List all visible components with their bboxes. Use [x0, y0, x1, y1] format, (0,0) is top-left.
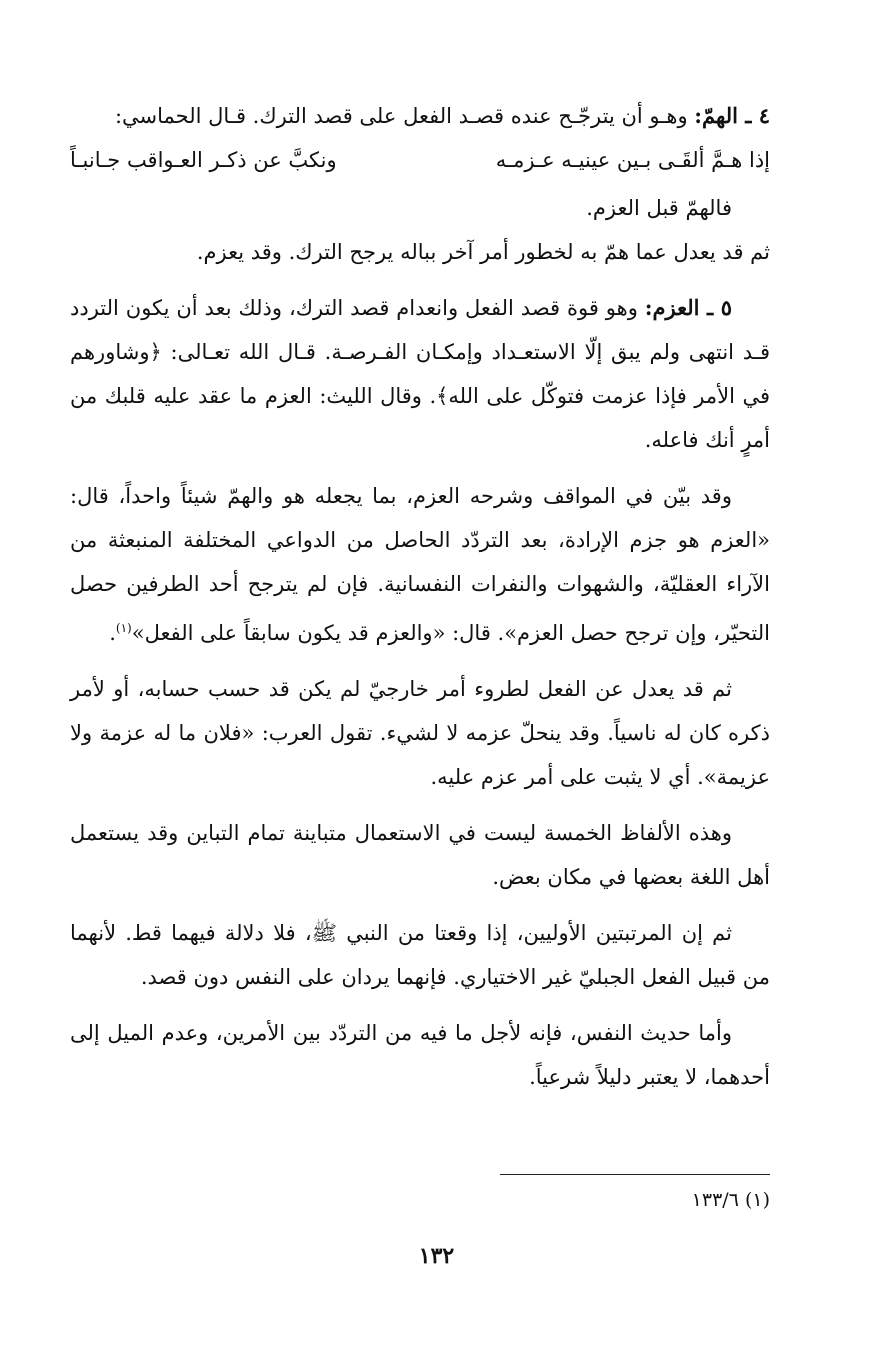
paragraph-hadith: وأما حديث النفس، فإنه لأجل ما فيه من التردّد بين الأمرين، وعدم الميل إلى أحدهما، لا يعتبر دليلاً شرعياً. — [70, 1021, 770, 1089]
paragraph-martabatayn: ثم إن المرتبتين الأوليين، إذا وقعتا من النبي ﷺ، فلا دلالة فيهما قط. لأنهما من قبيل الفعل الجبليّ غير الاختياري. فإنهما يردان على النفس دون قصد. — [70, 921, 770, 989]
verse-first-hemistich: إذا هـمَّ ألقَـى بـين عينيـه عـزمـه — [495, 148, 770, 172]
page-body — [70, 94, 770, 1111]
hamm-definition: وهـو أن يترجّـح عنده قصـد الفعل على قصد الترك. قـال الحماسي: — [114, 104, 688, 128]
paragraph-hamm — [70, 94, 770, 138]
paragraph-hamm-after2: ثم قد يعدل عما همّ به لخطور أمر آخر بباله يرجح الترك. وقد يعزم. — [196, 240, 770, 264]
azm-definition: وهو قوة قصد الفعل وانعدام قصد الترك، وذلك بعد أن يكون التردد قـد انتهى ولم يبق إلّا الاستعـداد وإمكـان الفـرصـة. قـال الله تعـالى: ﴿وشاورهم في الأمر فإذا عزمت فتوكّل على الله﴾. وقال الليث: العزم ما عقد عليه قلبك من أمرٍ أنك فاعله. — [70, 296, 770, 452]
paragraph-hamm-after: فالهمّ قبل العزم. — [586, 196, 732, 220]
poem-verse — [70, 138, 770, 182]
heading-azm: ٥ ـ العزم: — [644, 295, 732, 320]
paragraph-mawaqif — [70, 474, 770, 655]
footnote-marker[interactable]: (١) — [115, 621, 132, 635]
footnote-divider — [500, 1174, 770, 1175]
heading-hamm: ٤ ـ الهمّ: — [694, 103, 770, 128]
mawaqif-text: وقد بيّن في المواقف وشرحه العزم، بما يجعله هو والهمّ شيئاً واحداً، قال: «العزم هو جزم الإرادة، بعد التردّد الحاصل من الدواعي المختلفة المنبعثة من الآراء العقليّة، والشهوات والنفرات النفسانية. فإن لم يترجح أحد الطرفين حصل التحيّر، وإن ترجح حصل العزم». قال: «والعزم قد يكون سابقاً على الفعل» — [70, 484, 770, 645]
paragraph-yadil: ثم قد يعدل عن الفعل لطروء أمر خارجيّ لم يكن قد حسب حسابه، أو لأمر ذكره كان له ناسياً. وقد ينحلّ عزمه لا لشيء. تقول العرب: «فلان ما له عزمة ولا عزيمة». أي لا يثبت على أمر عزم عليه. — [70, 677, 770, 789]
paragraph-alfaz: وهذه الألفاظ الخمسة ليست في الاستعمال متباينة تمام التباين وقد يستعمل أهل اللغة بعضها في مكان بعض. — [70, 821, 770, 889]
footnote: (١) ١٣٣/٦ — [691, 1189, 770, 1211]
verse-second-hemistich: ونكبَّ عن ذكـر العـواقب جـانبـاً — [70, 148, 337, 172]
mawaqif-end: . — [109, 621, 116, 645]
page-number: ١٣٢ — [418, 1243, 455, 1269]
paragraph-azm — [70, 286, 770, 462]
